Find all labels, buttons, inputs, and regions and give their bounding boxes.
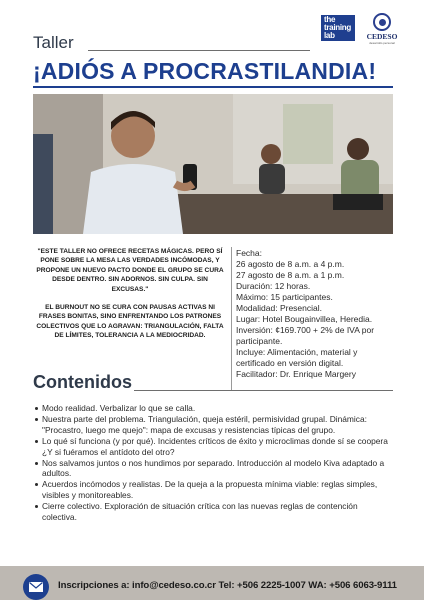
training-lab-logo-word-1: the — [324, 15, 336, 24]
list-item: Modo realidad. Verbalizar lo que se calla. — [33, 403, 393, 414]
training-lab-logo — [321, 15, 355, 41]
contenidos-list — [33, 403, 393, 523]
list-item: Nos salvamos juntos o nos hundimos por separado. Introducción al modelo Kiva adaptado a adultos. — [33, 458, 393, 480]
contenidos-heading: Contenidos — [33, 372, 132, 392]
meeting-photo — [33, 94, 393, 234]
details-date-2: 27 agosto de 8 a.m. a 1 p.m. — [236, 270, 345, 280]
details-investment: Inversión: ¢169.700 + 2% de IVA por participante. — [236, 325, 375, 346]
details-modality: Modalidad: Presencial. — [236, 303, 322, 313]
quote-paragraph-1: "ESTE TALLER NO OFRECE RECETAS MÁGICAS. PERO SÍ PONE SOBRE LA MESA LAS VERDADES INCÓMODAS, Y PROPONE UN NUEVO PACTO DONDE EL GRUPO SE CURA DESDE DENTRO. SIN ADORNOS. SIN CULPA. SIN EXCUSAS." — [36, 248, 224, 293]
meeting-photo-illustration — [33, 94, 393, 234]
details-location: Lugar: Hotel Bougainvillea, Heredia. — [236, 314, 373, 324]
list-item: Lo qué sí funciona (y por qué). Incidentes críticos de éxito y microclimas donde sí se coopera ¿Y si fuéramos el antídoto del otro? — [33, 436, 393, 458]
cedeso-logo — [365, 13, 399, 45]
cedeso-logo-tagline: desarrollo personal — [369, 41, 395, 45]
page-title: ¡ADIÓS A PROCRASTILANDIA! — [33, 58, 377, 84]
vertical-divider — [231, 247, 232, 390]
list-item: Nuestra parte del problema. Triangulación, queja estéril, permisividad grupal. Dinámica: "Procastro, luego me quejo": mapa de excusas y resistencias típicas del grupo. — [33, 414, 393, 436]
contenidos-divider — [134, 390, 393, 391]
envelope-icon-glyph — [29, 582, 43, 592]
event-details — [236, 248, 398, 380]
list-item: Cierre colectivo. Exploración de situación crítica con las nuevas reglas de contención colectiva. — [33, 501, 393, 523]
details-duration: Duración: 12 horas. — [236, 281, 311, 291]
details-includes: Incluye: Alimentación, material y certificado en versión digital. — [236, 347, 358, 368]
quote-block — [33, 247, 227, 350]
cedeso-seal-icon — [373, 13, 391, 31]
training-lab-logo-word-3: lab — [324, 31, 335, 40]
details-date-label: Fecha: — [236, 248, 262, 258]
envelope-icon — [23, 574, 49, 600]
training-lab-logo-word-2: training — [324, 23, 351, 32]
cedeso-logo-word: CEDESO — [366, 32, 398, 41]
details-date-1: 26 agosto de 8 a.m. a 4 p.m. — [236, 259, 345, 269]
footer-contact-text: Inscripciones a: info@cedeso.co.cr Tel: +506 2225-1007 WA: +506 6063-9111 — [58, 580, 397, 591]
list-item: Acuerdos incómodos y realistas. De la queja a la propuesta mínima viable: reglas simples, visibles y monitoreables. — [33, 479, 393, 501]
kicker-taller: Taller — [33, 33, 74, 52]
details-max: Máximo: 15 participantes. — [236, 292, 333, 302]
header-divider — [88, 50, 310, 51]
details-facilitator: Facilitador: Dr. Enrique Margery — [236, 369, 356, 379]
quote-paragraph-2: EL BURNOUT NO SE CURA CON PAUSAS ACTIVAS NI FRASES BONITAS, SINO ENFRENTANDO LOS PATRONES COLECTIVOS QUE LO AGRAVAN: TRIANGULACIÓN, FALTA DE LÍMITES, TOLERANCIA A LA MEDIOCRIDAD. — [36, 304, 224, 340]
title-underline — [33, 86, 393, 88]
